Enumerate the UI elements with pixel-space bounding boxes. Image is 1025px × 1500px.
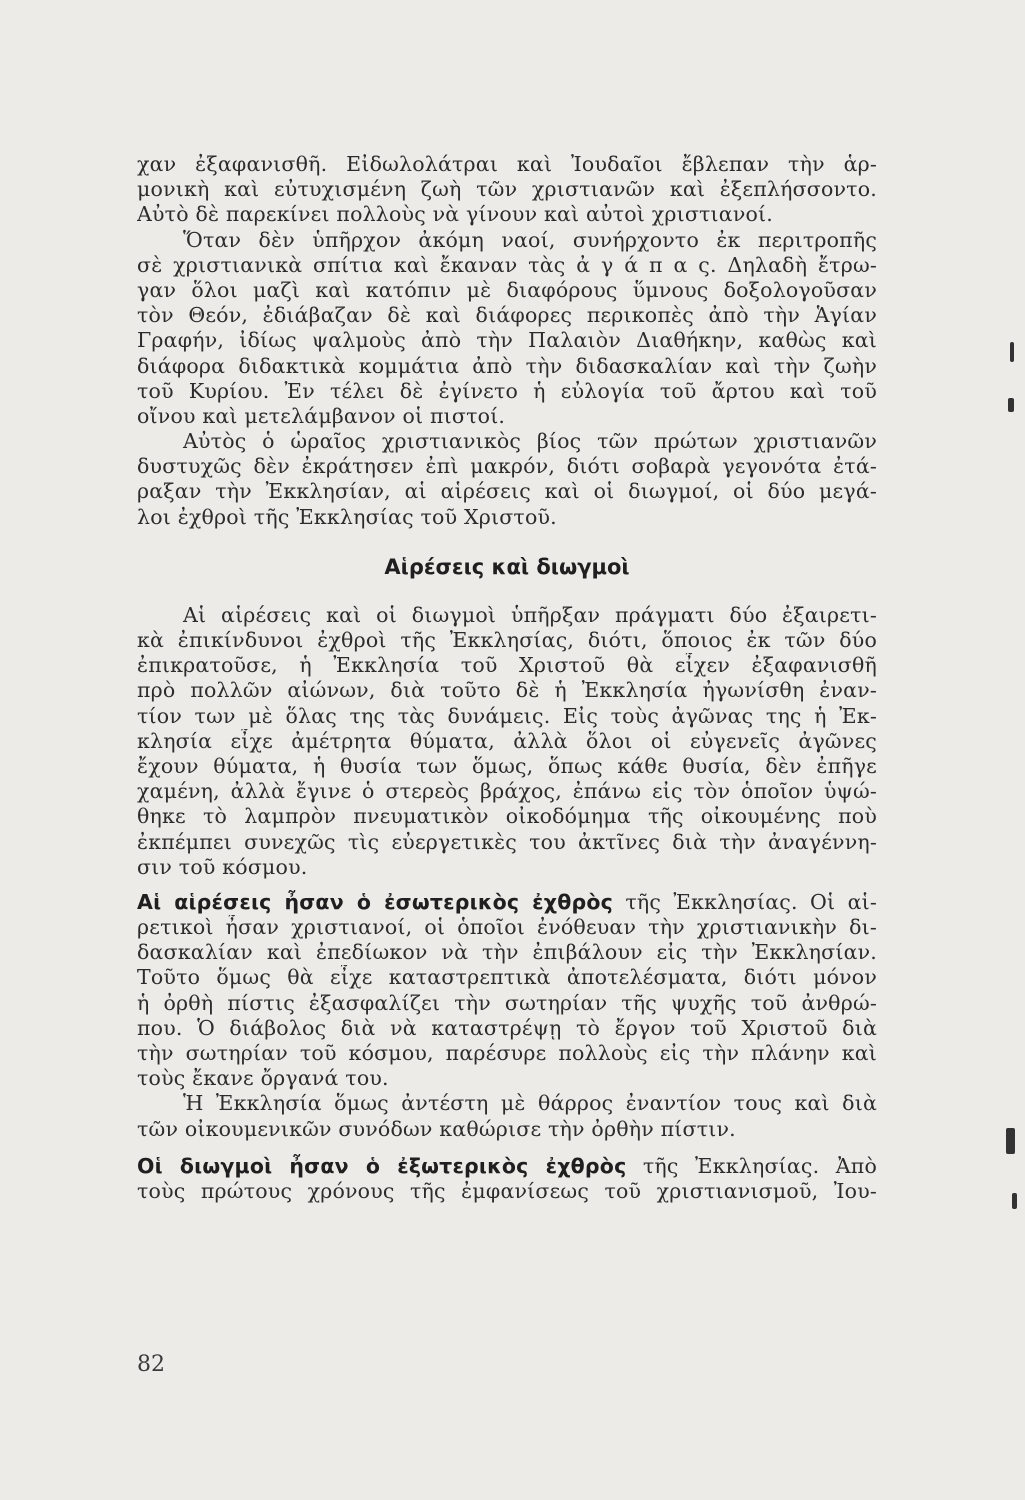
paragraph-5 [137,890,877,1092]
text-line: ρετικοὶ ἦσαν χριστιανοί, οἱ ὁποῖοι ἐνόθευαν τὴν χριστιανικὴν δι- [137,915,877,940]
paragraph-6 [137,1091,877,1141]
text-line: τὸν Θεόν, ἐδιάβαζαν δὲ καὶ διάφορες περικοπὲς ἀπὸ τὴν Ἁγίαν [137,303,877,328]
text-line: λοι ἐχθροὶ τῆς Ἐκκλησίας τοῦ Χριστοῦ. [137,504,557,529]
paragraph-3 [137,429,877,530]
text-line: Ὅταν δὲν ὑπῆρχον ἀκόμη ναοί, συνήρχοντο ἐκ περιτροπῆς [183,227,877,252]
text-line [137,890,877,915]
scan-mark [1008,398,1014,412]
text-line: τῶν οἰκουμενικῶν συνόδων καθώρισε τὴν ὀρθὴν πίστιν. [137,1116,736,1141]
paragraph-4 [137,603,877,880]
text-line [137,1154,877,1179]
lead-tail: τῆς Ἐκκλησίας. Οἱ αἱ- [613,889,877,914]
text-line: οἴνου καὶ μετελάμβανον οἱ πιστοί. [137,403,506,428]
lead-tail: τῆς Ἐκκλησίας. Ἀπὸ [626,1153,877,1178]
text-line: ἐκπέμπει συνεχῶς τὶς εὐεργετικὲς του ἀκτῖνες διὰ τὴν ἀναγέννη- [137,829,877,854]
paragraph-1 [137,152,877,228]
text-line: τοὺς ἔκανε ὄργανά του. [137,1066,389,1091]
text-line: διάφορα διδακτικὰ κομμάτια ἀπὸ τὴν διδασκαλίαν καὶ τὴν ζωὴν [137,353,877,378]
section-heading: Αἱρέσεις καὶ διωγμοὶ [384,554,630,579]
text-line: Τοῦτο ὅμως θὰ εἶχε καταστρεπτικὰ ἀποτελέσματα, διότι μόνον [137,965,877,990]
paragraph-7 [137,1154,877,1204]
text-line: κὰ ἐπικίνδυνοι ἐχθροὶ τῆς Ἐκκλησίας, διότι, ὅποιος ἐκ τῶν δύο [137,628,877,652]
text-line: ραξαν τὴν Ἐκκλησίαν, αἱ αἱρέσεις καὶ οἱ διωγμοί, οἱ δύο μεγά- [137,479,877,504]
text-line: Αὐτὸς ὁ ὡραῖος χριστιανικὸς βίος τῶν πρώτων χριστιανῶν [183,429,877,454]
text-line: ἔχουν θύματα, ἡ θυσία των ὅμως, ὅπως κάθε θυσία, δὲν ἐπῆγε [137,753,877,778]
text-line: τὴν σωτηρίαν τοῦ κόσμου, παρέσυρε πολλοὺς εἰς τὴν πλάνην καὶ [137,1041,877,1065]
text-line: Αἱ αἱρέσεις καὶ οἱ διωγμοὶ ὑπῆρξαν πράγματι δύο ἐξαιρετι- [183,602,877,627]
text-line: Ἡ Ἐκκλησία ὅμως ἀντέστη μὲ θάρρος ἐναντίον τους καὶ διὰ [183,1091,877,1116]
text-line: σὲ χριστιανικὰ σπίτια καὶ ἔκαναν τὰς ἀ γ ά π α ς. Δηλαδὴ ἔτρω- [137,252,877,277]
bold-lead: Οἱ διωγμοὶ ἦσαν ὁ ἐξωτερικὸς ἐχθρὸς [137,1153,627,1178]
text-line: Αὐτὸ δὲ παρεκίνει πολλοὺς νὰ γίνουν καὶ αὐτοὶ χριστιανοί. [137,202,773,227]
text-line: ἡ ὀρθὴ πίστις ἐξασφαλίζει τὴν σωτηρίαν τῆς ψυχῆς τοῦ ἀνθρώ- [137,990,877,1015]
page-body [137,152,877,1204]
text-line: τίον των μὲ ὅλας της τὰς δυνάμεις. Εἰς τοὺς ἀγῶνας της ἡ Ἐκ- [137,703,877,728]
scan-mark [1010,342,1014,362]
text-line: σιν τοῦ κόσμου. [137,854,308,879]
text-line: κλησία εἶχε ἀμέτρητα θύματα, ἀλλὰ ὅλοι οἱ εὐγενεῖς ἀγῶνες [137,728,877,753]
text-line: γαν ὅλοι μαζὶ καὶ κατόπιν μὲ διαφόρους ὕμνους δοξολογοῦσαν [137,277,877,302]
text-line: ἐπικρατοῦσε, ἡ Ἐκκλησία τοῦ Χριστοῦ θὰ εἶχεν ἐξαφανισθῆ [137,653,877,678]
text-line: που. Ὁ διάβολος διὰ νὰ καταστρέψῃ τὸ ἔργον τοῦ Χριστοῦ διὰ [137,1015,877,1040]
text-line: μονικὴ καὶ εὐτυχισμένη ζωὴ τῶν χριστιανῶν καὶ ἐξεπλήσσοντο. [137,177,877,202]
text-line: χαν ἐξαφανισθῆ. Εἰδωλολάτραι καὶ Ἰουδαῖοι ἔβλεπαν τὴν ἁρ- [137,152,877,176]
text-line: θηκε τὸ λαμπρὸν πνευματικὸν οἰκοδόμημα τῆς οἰκουμένης ποὺ [137,804,877,829]
text-line: χαμένη, ἀλλὰ ἔγινε ὁ στερεὸς βράχος, ἐπάνω εἰς τὸν ὁποῖον ὑψώ- [137,779,877,804]
page-number: 82 [137,1352,165,1377]
bold-lead: Αἱ αἱρέσεις ἦσαν ὁ ἐσωτερικὸς ἐχθρὸς [137,889,614,914]
text-line: δυστυχῶς δὲν ἐκράτησεν ἐπὶ μακρόν, διότι σοβαρὰ γεγονότα ἐτά- [137,454,877,479]
text-line: τοῦ Κυρίου. Ἐν τέλει δὲ ἐγίνετο ἡ εὐλογία τοῦ ἄρτου καὶ τοῦ [137,378,877,403]
scan-mark [1006,1128,1015,1154]
paragraph-2 [137,228,877,430]
text-line: Γραφήν, ἰδίως ψαλμοὺς ἀπὸ τὴν Παλαιὸν Διαθήκην, καθὼς καὶ [137,328,877,353]
scan-mark [1012,1193,1017,1209]
text-line: δασκαλίαν καὶ ἐπεδίωκον νὰ τὴν ἐπιβάλουν εἰς τὴν Ἐκκλησίαν. [137,940,877,965]
text-line: πρὸ πολλῶν αἰώνων, διὰ τοῦτο δὲ ἡ Ἐκκλησία ἠγωνίσθη ἐναν- [137,678,877,703]
text-line: τοὺς πρώτους χρόνους τῆς ἐμφανίσεως τοῦ χριστιανισμοῦ, Ἰου- [137,1178,877,1203]
